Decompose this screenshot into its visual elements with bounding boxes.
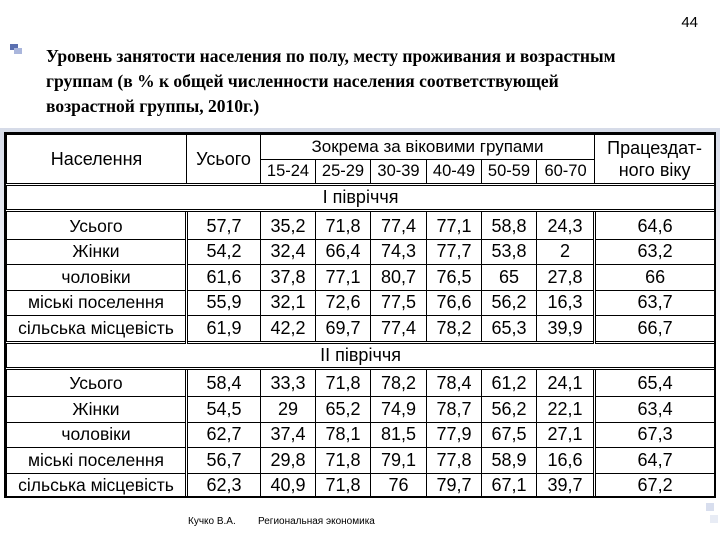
cell-working-age: 63,2 [595, 239, 715, 265]
cell-age-group: 32,1 [261, 290, 316, 316]
cell-age-group: 35,2 [261, 211, 316, 240]
cell-total: 54,5 [187, 397, 261, 423]
cell-age-group: 77,9 [427, 422, 482, 448]
table-row [7, 316, 715, 343]
cell-age-group: 71,8 [316, 448, 371, 474]
header-age-group: 40-49 [427, 160, 482, 185]
cell-age-group: 37,4 [261, 422, 316, 448]
cell-age-group: 78,2 [427, 316, 482, 343]
cell-age-group: 16,6 [537, 448, 595, 474]
cell-age-group: 39,9 [537, 316, 595, 343]
cell-age-group: 71,8 [316, 368, 371, 397]
header-age-group: 50-59 [482, 160, 537, 185]
cell-working-age: 64,7 [595, 448, 715, 474]
row-label: Жінки [7, 239, 187, 265]
cell-age-group: 77,4 [371, 316, 427, 343]
table-row [7, 290, 715, 316]
row-label: міські поселення [7, 448, 187, 474]
cell-age-group: 16,3 [537, 290, 595, 316]
header-age-group: 15-24 [261, 160, 316, 185]
row-label: Усього [7, 211, 187, 240]
cell-age-group: 65,3 [482, 316, 537, 343]
page-number: 44 [681, 14, 698, 31]
row-label: Жінки [7, 397, 187, 423]
cell-age-group: 33,3 [261, 368, 316, 397]
cell-age-group: 74,9 [371, 397, 427, 423]
cell-age-group: 29,8 [261, 448, 316, 474]
table-row [7, 211, 715, 240]
row-label: чоловіки [7, 422, 187, 448]
section-title: I півріччя [7, 185, 715, 211]
cell-working-age: 64,6 [595, 211, 715, 240]
cell-age-group: 66,4 [316, 239, 371, 265]
cell-age-group: 39,7 [537, 473, 595, 498]
cell-age-group: 67,5 [482, 422, 537, 448]
cell-age-group: 76,5 [427, 265, 482, 291]
cell-age-group: 42,2 [261, 316, 316, 343]
header-age-group: 25-29 [316, 160, 371, 185]
row-label: сільська місцевість [7, 316, 187, 343]
cell-age-group: 40,9 [261, 473, 316, 498]
header-age-group: 60-70 [537, 160, 595, 185]
cell-working-age: 63,7 [595, 290, 715, 316]
cell-age-group: 79,1 [371, 448, 427, 474]
cell-total: 57,7 [187, 211, 261, 240]
cell-total: 56,7 [187, 448, 261, 474]
cell-age-group: 77,5 [371, 290, 427, 316]
cell-age-group: 29 [261, 397, 316, 423]
row-label: сільська місцевість [7, 473, 187, 498]
cell-age-group: 24,3 [537, 211, 595, 240]
cell-age-group: 56,2 [482, 290, 537, 316]
slide-title: Уровень занятости населения по полу, месту проживания и возрастным группам (в % к общей численности населения соответствующей возрастной группы, 2010г.) [46, 46, 616, 116]
header-age-group: 30-39 [371, 160, 427, 185]
cell-age-group: 67,1 [482, 473, 537, 498]
section-header-row [7, 185, 715, 211]
cell-age-group: 58,9 [482, 448, 537, 474]
cell-age-group: 76,6 [427, 290, 482, 316]
cell-age-group: 74,3 [371, 239, 427, 265]
table-row [7, 448, 715, 474]
header-total: Усього [187, 135, 261, 185]
cell-age-group: 81,5 [371, 422, 427, 448]
cell-working-age: 66,7 [595, 316, 715, 343]
cell-working-age: 67,3 [595, 422, 715, 448]
cell-age-group: 79,7 [427, 473, 482, 498]
table-row [7, 368, 715, 397]
decorative-squares-icon [706, 503, 720, 540]
cell-age-group: 71,8 [316, 211, 371, 240]
employment-table [4, 132, 716, 498]
cell-total: 55,9 [187, 290, 261, 316]
cell-working-age: 67,2 [595, 473, 715, 498]
cell-age-group: 78,1 [316, 422, 371, 448]
cell-total: 61,6 [187, 265, 261, 291]
cell-working-age: 65,4 [595, 368, 715, 397]
cell-age-group: 2 [537, 239, 595, 265]
table-row [7, 397, 715, 423]
section-header-row [7, 342, 715, 368]
cell-age-group: 71,8 [316, 473, 371, 498]
header-population: Населення [7, 135, 187, 185]
cell-age-group: 27,1 [537, 422, 595, 448]
section-title: II півріччя [7, 342, 715, 368]
cell-age-group: 77,8 [427, 448, 482, 474]
table-row [7, 473, 715, 498]
header-age-groups: Зокрема за віковими групами [261, 135, 595, 160]
cell-age-group: 24,1 [537, 368, 595, 397]
cell-age-group: 77,4 [371, 211, 427, 240]
footer-author: Кучко В.А. [188, 516, 236, 527]
footer-course: Региональная экономика [258, 516, 375, 527]
cell-age-group: 32,4 [261, 239, 316, 265]
cell-age-group: 56,2 [482, 397, 537, 423]
table-row [7, 422, 715, 448]
cell-age-group: 76 [371, 473, 427, 498]
cell-age-group: 77,7 [427, 239, 482, 265]
header-working-age: Працездат-ного віку [595, 135, 715, 185]
cell-age-group: 78,7 [427, 397, 482, 423]
cell-age-group: 37,8 [261, 265, 316, 291]
row-label: міські поселення [7, 290, 187, 316]
cell-age-group: 78,2 [371, 368, 427, 397]
cell-working-age: 66 [595, 265, 715, 291]
cell-total: 54,2 [187, 239, 261, 265]
row-label: Усього [7, 368, 187, 397]
bullet-marker-icon [10, 44, 28, 54]
footer [0, 516, 720, 530]
cell-age-group: 80,7 [371, 265, 427, 291]
cell-age-group: 77,1 [427, 211, 482, 240]
row-label: чоловіки [7, 265, 187, 291]
cell-age-group: 65 [482, 265, 537, 291]
table-row [7, 239, 715, 265]
cell-age-group: 61,2 [482, 368, 537, 397]
cell-age-group: 77,1 [316, 265, 371, 291]
cell-total: 62,3 [187, 473, 261, 498]
cell-age-group: 65,2 [316, 397, 371, 423]
cell-age-group: 58,8 [482, 211, 537, 240]
cell-age-group: 78,4 [427, 368, 482, 397]
cell-total: 58,4 [187, 368, 261, 397]
cell-age-group: 72,6 [316, 290, 371, 316]
cell-working-age: 63,4 [595, 397, 715, 423]
cell-age-group: 69,7 [316, 316, 371, 343]
table-row [7, 265, 715, 291]
cell-total: 62,7 [187, 422, 261, 448]
cell-age-group: 22,1 [537, 397, 595, 423]
cell-total: 61,9 [187, 316, 261, 343]
cell-age-group: 27,8 [537, 265, 595, 291]
cell-age-group: 53,8 [482, 239, 537, 265]
